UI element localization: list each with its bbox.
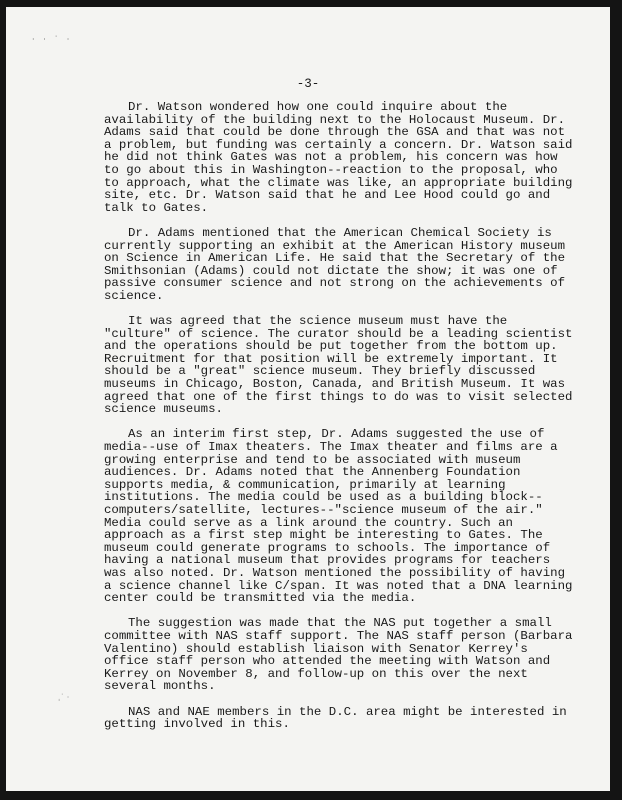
document-body (104, 101, 574, 743)
paragraph-watson-building: Dr. Watson wondered how one could inquire about the availability of the building next to the Holocaust Museum. Dr. Adams said that could be done through the GSA and that was not a problem, but funding was certainly a concern. Dr. Watson said he did not think Gates was not a problem, his concern was how to go about this in Washington--reaction to the proposal, who to approach, what the climate was like, an appropriate building site, etc. Dr. Watson said that he and Lee Hood could go and talk to Gates. (104, 100, 573, 215)
document-page (6, 7, 610, 791)
scan-specks: · · ˙ · (32, 35, 73, 44)
paragraph-media-interim: As an interim first step, Dr. Adams suggested the use of media--use of Imax theaters. The Imax theater and films are a growing enterprise and tend to be associated with museum audiences. Dr. Adams noted that the Annenberg Foundation supports media, & communication, primarily at learning institutions. The media could be used as a building block--computers/satellite, lectures--"science museum of the air." Media could serve as a link around the country. Such an approach as a first step might be interesting to Gates. The museum could generate programs to schools. The importance of having a national museum that provides programs for teachers was also noted. Dr. Watson mentioned the possibility of having a science channel like C/span. It was noted that a DNA learning center could be transmitted via the media. (104, 427, 573, 606)
scan-speck-bottom: ˌ˙ · (58, 693, 70, 702)
paragraph-acs-exhibit: Dr. Adams mentioned that the American Chemical Society is currently supporting an exhibit at the American History museum on Science in American Life. He said that the Secretary of the Smithsonian (Adams) could not dictate the show; it was one of passive consumer science and not strong on the achievements of science. (104, 225, 566, 303)
paragraph-science-culture: It was agreed that the science museum must have the "culture" of science. The curator should be a leading scientist and the operations should be put together from the bottom up. Recruitment for that position will be extremely important. It should be a "great" science museum. They briefly discussed museums in Chicago, Boston, Canada, and British Museum. It was agreed that one of the first things to do was to visit selected science museums. (104, 314, 573, 417)
paragraph-nas-nae-members: NAS and NAE members in the D.C. area might be interested in getting involved in this. (104, 704, 567, 732)
paragraph-nas-committee: The suggestion was made that the NAS put together a small committee with NAS staff support. The NAS staff person (Barbara Valentino) should establish liaison with Senator Kerrey's office staff person who attended the meeting with Watson and Kerrey on November 8, and follow-up on this over the next several months. (104, 616, 573, 694)
page-number: -3- (296, 77, 320, 91)
